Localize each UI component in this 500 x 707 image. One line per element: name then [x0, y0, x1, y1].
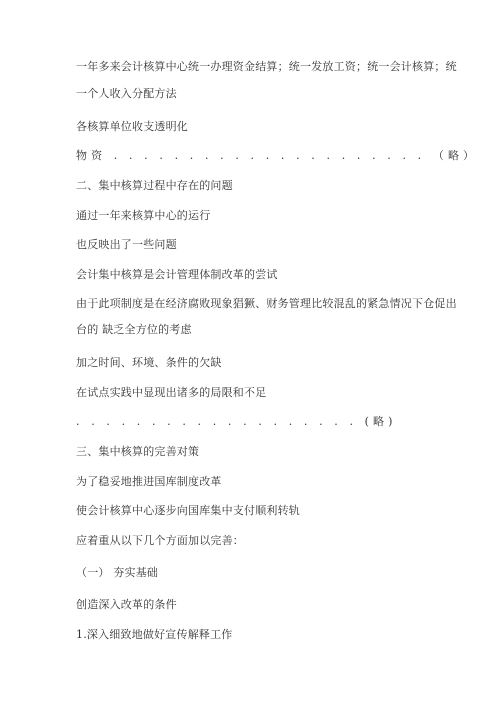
- text-line: 加之时间、环境、条件的欠缺: [76, 356, 222, 369]
- text-line: 物资 . . . . . . . . . . . . . . . . . . . . . （略）: [76, 149, 479, 162]
- text-line: 台的 缺乏全方位的考虑: [76, 323, 192, 336]
- text-line: . . . . . . . . . . . . . . . . . . . (略): [76, 415, 397, 428]
- text-line: 应着重从以下几个方面加以完善：: [76, 534, 244, 547]
- text-line: 一年多来会计核算中心统一办理资金结算；统一发放工资；统一会计核算；统: [76, 60, 457, 73]
- text-line: 创造深入改革的条件: [76, 598, 177, 611]
- section-heading: 二、集中核算过程中存在的问题: [76, 179, 233, 192]
- text-line: 会计集中核算是会计管理体制改革的尝试: [76, 268, 278, 281]
- text-line: 各核算单位收支透明化: [76, 120, 188, 133]
- text-line: 使会计核算中心逐步向国库集中支付顺利转轨: [76, 504, 300, 517]
- subsection-heading: （一） 夯实基础: [76, 566, 159, 579]
- text-line: 一个人收入分配方法: [76, 87, 177, 100]
- text-line: 也反映出了一些问题: [76, 238, 177, 251]
- text-line: 通过一年来核算中心的运行: [76, 209, 211, 222]
- text-line: 在试点实践中显现出诸多的局限和不足: [76, 386, 267, 399]
- text-line: 1.深入细致地做好宣传解释工作: [76, 628, 233, 641]
- section-heading: 三、集中核算的完善对策: [76, 445, 200, 458]
- text-line: 为了稳妥地推进国库制度改革: [76, 475, 222, 488]
- text-line: 由于此项制度是在经济腐败现象猖獗、财务管理比较混乱的紧急情况下仓促出: [76, 297, 457, 310]
